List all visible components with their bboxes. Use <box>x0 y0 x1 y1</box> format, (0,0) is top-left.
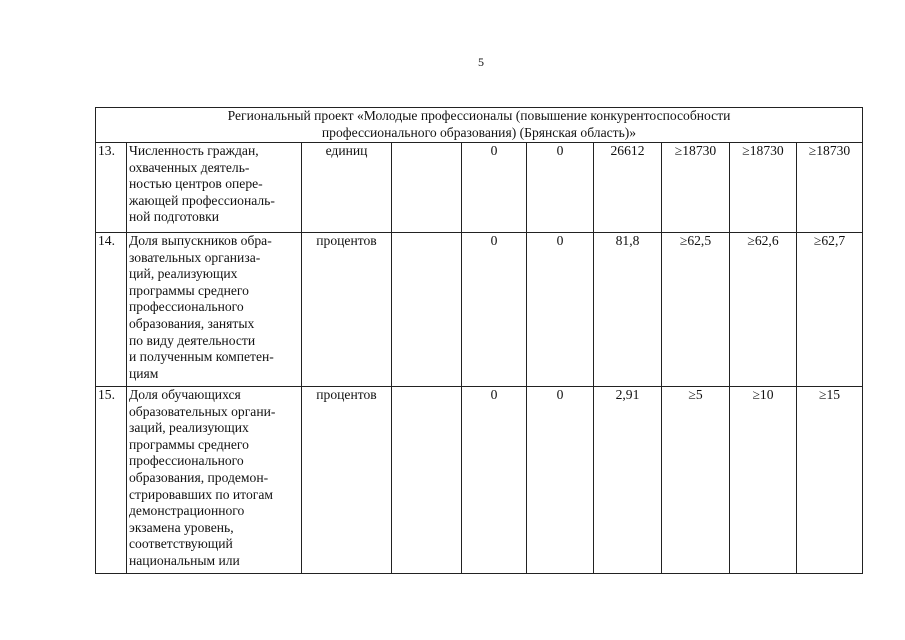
value-cell: 0 <box>527 233 594 387</box>
value-cell: 0 <box>462 143 527 233</box>
regional-project-title <box>96 108 863 143</box>
value-cell: ≥15 <box>797 387 863 574</box>
indicator-name-line: ной подготовки <box>129 209 220 225</box>
indicator-name-line: Доля обучающихся <box>129 387 241 402</box>
indicator-name-line: заций, реализующих <box>129 420 249 436</box>
indicator-name-line: по виду деятельности <box>129 332 256 348</box>
indicator-name-line: демонстрационного <box>129 503 245 519</box>
value-cell: 0 <box>462 233 527 387</box>
table-row <box>96 143 863 233</box>
indicator-name-line: Численность граждан, <box>129 143 259 158</box>
table-row <box>96 387 863 574</box>
indicator-name-line: зовательных организа- <box>129 249 261 265</box>
table-row <box>96 233 863 387</box>
row-number: 13. <box>96 143 127 233</box>
value-cell: ≥62,7 <box>797 233 863 387</box>
indicator-name-line: образования, занятых <box>129 315 255 331</box>
table-header-row <box>96 108 863 143</box>
indicator-name-line: профессионального <box>129 299 244 315</box>
value-cell: 81,8 <box>594 233 662 387</box>
empty-cell <box>392 387 462 574</box>
project-title-line-2: профессионального образования) (Брянская область)» <box>321 124 637 140</box>
value-cell: ≥18730 <box>797 143 863 233</box>
indicator-name-line: экзамена уровень, <box>129 519 234 535</box>
indicator-name-line: охваченных деятель- <box>129 159 250 175</box>
value-cell: ≥62,5 <box>662 233 730 387</box>
value-cell: ≥5 <box>662 387 730 574</box>
indicator-name-line: ностью центров опере- <box>129 176 263 192</box>
page-number: 5 <box>478 55 484 69</box>
indicator-name-line: жающей профессиональ- <box>129 192 275 208</box>
unit-cell: процентов <box>302 387 392 574</box>
unit-cell: единиц <box>302 143 392 233</box>
empty-cell <box>392 143 462 233</box>
value-cell: 26612 <box>594 143 662 233</box>
indicator-name-line: и полученным компетен- <box>129 349 274 365</box>
indicator-name-line: стрировавших по итогам <box>129 486 273 502</box>
indicator-name-line: образования, продемон- <box>129 469 269 485</box>
indicator-name-line: циям <box>129 365 159 381</box>
value-cell: 2,91 <box>594 387 662 574</box>
indicator-name <box>127 233 302 387</box>
value-cell: 0 <box>527 387 594 574</box>
indicator-name-line: соответствующий <box>129 536 233 552</box>
empty-cell <box>392 233 462 387</box>
indicator-name-line: национальным или <box>129 552 240 568</box>
indicator-name-line: ций, реализующих <box>129 266 238 282</box>
row-number: 15. <box>96 387 127 574</box>
indicator-name-line: Доля выпускников обра- <box>129 233 272 248</box>
row-number: 14. <box>96 233 127 387</box>
value-cell: ≥18730 <box>730 143 797 233</box>
value-cell: ≥62,6 <box>730 233 797 387</box>
project-title-line-1: Региональный проект «Молодые профессионалы (повышение конкурентоспособности <box>227 108 731 123</box>
value-cell: ≥18730 <box>662 143 730 233</box>
unit-cell: процентов <box>302 233 392 387</box>
indicators-table <box>95 107 863 574</box>
indicator-name-line: образовательных органи- <box>129 403 276 419</box>
indicator-name-line: профессионального <box>129 453 244 469</box>
value-cell: 0 <box>527 143 594 233</box>
value-cell: 0 <box>462 387 527 574</box>
indicator-name <box>127 387 302 574</box>
value-cell: ≥10 <box>730 387 797 574</box>
indicator-name-line: программы среднего <box>129 436 249 452</box>
indicator-name <box>127 143 302 233</box>
indicator-name-line: программы среднего <box>129 282 249 298</box>
